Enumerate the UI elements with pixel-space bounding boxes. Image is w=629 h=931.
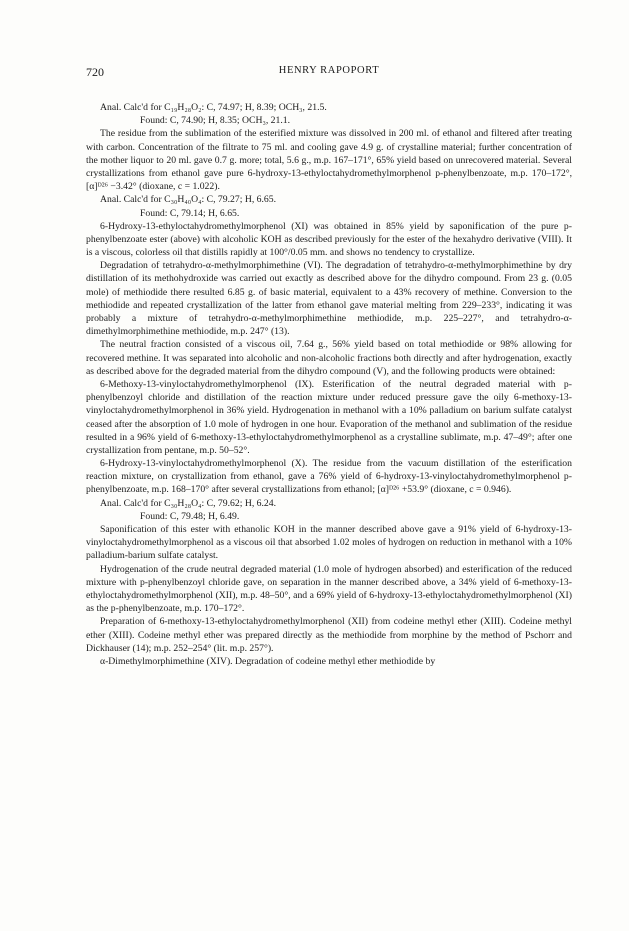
body-text (86, 101, 572, 668)
analysis-line: Anal. Calc'd for C₁₉H₂₈O₂: C, 74.97; H, 8.39; OCH₃, 21.5. (100, 102, 327, 113)
paragraph: α-Dimethylmorphimethine (XIV). Degradation of codeine methyl ether methiodide by (100, 655, 436, 667)
paragraph: 6-Hydroxy-13-vinyloctahydromethylmorphenol (X). The residue from the vacuum distillation of the esterification reaction mixture, on crystallization from ethanol, gave a 76% yield of 6-hydroxy-13-vinyloctahydromethylmorphenol p-phenylbenzoate, m.p. 168–170° after several crystallizations from ethanol; [α]ᴰ²⁶ +53.9° (dioxane, c = 0.946). (86, 458, 572, 496)
found-line: Found: C, 74.90; H, 8.35; OCH₃, 21.1. (140, 115, 291, 127)
found-line: Found: C, 79.14; H, 6.65. (140, 207, 240, 219)
paragraph: Hydrogenation of the crude neutral degraded material (1.0 mole of hydrogen absorbed) and esterification of the reduced mixture with p-phenylbenzoyl chloride gave, on separation in the manner described above, a 34% yield of 6-methoxy-13-ethyloctahydromethylmorphenol (XII), m.p. 48–50°, and a 69% yield of 6-hydroxy-13-ethyloctahydromethylmorphenol (XI) as the p-phenylbenzoate, m.p. 170–172°. (86, 563, 572, 615)
paragraph: 6-Methoxy-13-vinyloctahydromethylmorphenol (IX). Esterification of the neutral degraded material with p-phenylbenzoyl chloride and distillation of the reaction mixture under reduced pressure gave the oily 6-methoxy-13-vinyloctahydromethylmorphenol in 36% yield. Hydrogenation in methanol with a 10% palladium on barium sulfate catalyst ceased after the absorption of 1.0 mole of hydrogen in one hour. Evaporation of the methanol and sublimation of the residue resulted in a 96% yield of 6-methoxy-13-ethyloctahydromethylmorphenol as a crystalline sublimate, m.p. 47–49°; after one crystallization from pentane, m.p. 50–52°. (86, 378, 572, 456)
found-line: Found: C, 79.48; H, 6.49. (140, 510, 240, 522)
paragraph: The residue from the sublimation of the esterified mixture was dissolved in 200 ml. of ethanol and filtered after treating with carbon. Concentration of the filtrate to 75 ml. and cooling gave 4.9 g. of crystalline material; further concentration of the mother liquor to 20 ml. gave 0.7 g. more; total, 5.6 g., m.p. 167–171°, 65% yield based on unrecovered material. Several crystallizations from ethanol gave pure 6-hydroxy-13-ethyloctahydromethylmorphenol p-phenylbenzoate, m.p. 170–172°, [α]ᴰ²⁶ −3.42° (dioxane, c = 1.022). (86, 128, 572, 193)
page-header (86, 65, 572, 81)
paragraph: Preparation of 6-methoxy-13-ethyloctahydromethylmorphenol (XII) from codeine methyl ether (XIII). Codeine methyl ether (XIII). Codeine methyl ether was prepared directly as the methiodide from morphine by the method of Pschorr and Dickhauser (14); m.p. 252–254° (lit. m.p. 257°). (86, 616, 572, 654)
analysis-line: Anal. Calc'd for C₃₀H₄₀O₄: C, 79.27; H, 6.65. (100, 194, 277, 206)
running-head: HENRY RAPOPORT (278, 65, 380, 76)
paragraph: Saponification of this ester with ethanolic KOH in the manner described above gave a 91% yield of 6-hydroxy-13-vinyloctahydromethylmorphenol as a viscous oil that absorbed 1.02 moles of hydrogen on reduction in methanol with a 10% palladium-barium sulfate catalyst. (86, 524, 572, 562)
analysis-line: Anal. Calc'd for C₃₀H₂₈O₄: C, 79.62; H, 6.24. (100, 497, 277, 509)
paragraph: The neutral fraction consisted of a viscous oil, 7.64 g., 56% yield based on total methiodide or 98% allowing for recovered methine. It was separated into alcoholic and non-alcoholic fractions both directly and after hydrogenation, exactly as described above for the degraded material from the dihydro compound (V), and the following products were obtained: (86, 339, 572, 377)
paragraph: 6-Hydroxy-13-ethyloctahydromethylmorphenol (XI) was obtained in 85% yield by saponification of the pure p-phenylbenzoate ester (above) with alcoholic KOH as described previously for the ester of the hexahydro derivative (VIII). It is a viscous, colorless oil that distills rapidly at 100°/0.05 mm. and shows no tendency to crystallize. (86, 220, 572, 259)
page-number: 720 (86, 65, 104, 79)
paragraph: Degradation of tetrahydro-α-methylmorphimethine (VI). The degradation of tetrahydro-α-methylmorphimethine by dry distillation of its methohydroxide was carried out exactly as described above for the dihydro compound. From 23 g. (0.05 mole) of methiodide there resulted 6.85 g. of basic material, equivalent to a 43% recovery of methine. Conversion to the methiodide and repeated crystallization of the latter from ethanol gave material melting from 229–233°, indicating it was probably a mixture of tetrahydro-α-methylmorphimethine methiodide, m.p. 225–227°, and tetrahydro-α-dimethylmorphimethine methiodide, m.p. 247° (13). (86, 260, 572, 338)
